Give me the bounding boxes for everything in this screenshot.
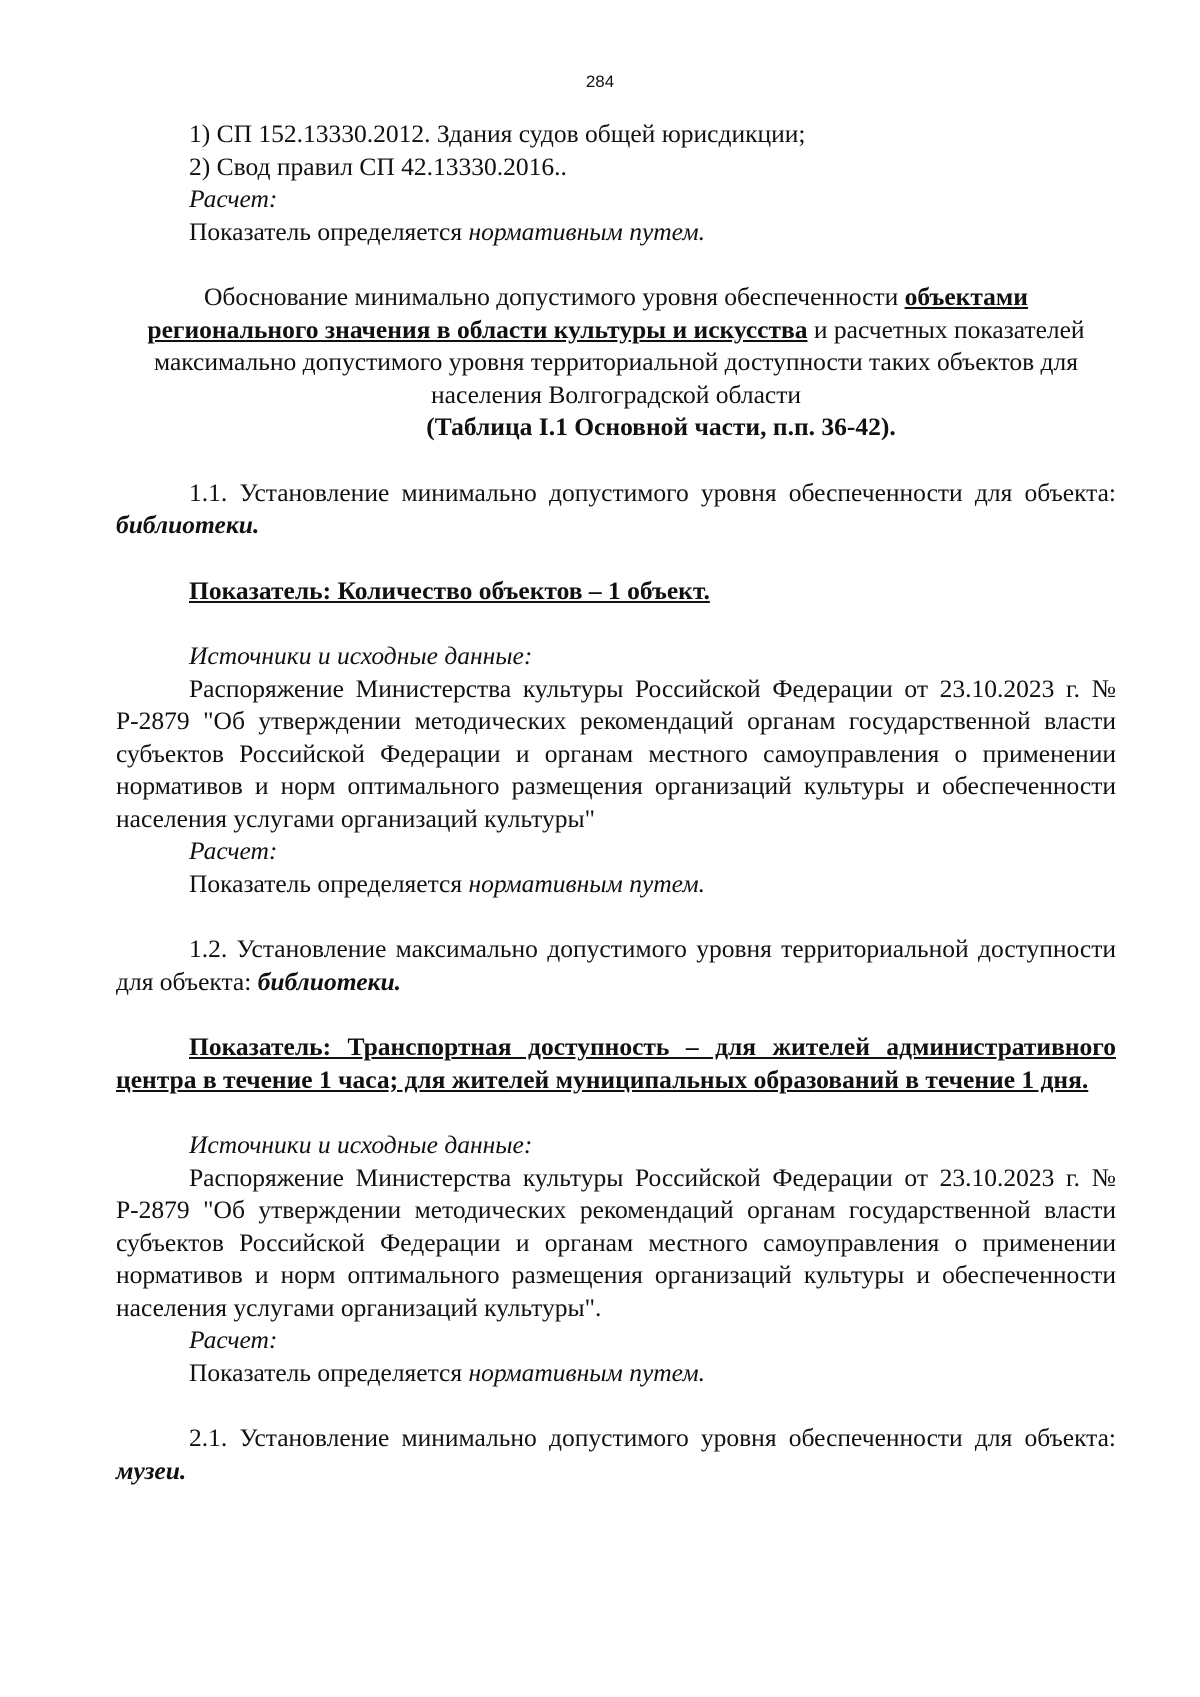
calculation-text: Показатель определяется нормативным путем. [189, 216, 706, 246]
calculation-label: Расчет: [189, 1325, 278, 1354]
calculation-label: Расчет: [189, 184, 278, 213]
sources-label: Источники и исходные данные: [189, 641, 533, 670]
page-number: 284 [585, 72, 615, 91]
list-item: 1) СП 152.13330.2012. Здания судов общей юрисдикции; [189, 119, 806, 148]
source-text: Распоряжение Министерства культуры Российской Федерации от 23.10.2023 г. № Р-2879 "Об утверждении методических рекомендаций органам государственной власти субъектов Российской Федерации и органам местного самоуправления о применении нормативов и норм оптимального размещения организаций культуры и обеспеченности населения услугами организаций культуры" [116, 673, 1116, 833]
indicator-1-2: Показатель: Транспортная доступность – для жителей административного центра в течение 1 часа; для жителей муниципальных образований в течение 1 дня. [116, 1032, 1116, 1094]
sources-label: Источники и исходные данные: [189, 1130, 533, 1159]
section-1-2-text: 1.2. Установление максимально допустимого уровня территориальной доступности для объекта: библиотеки. [116, 934, 1116, 996]
document-body [116, 118, 1116, 1487]
section-1-1-text: 1.1. Установление минимально допустимого уровня обеспеченности для объекта: библиотеки. [116, 477, 1116, 539]
indicator-1-1: Показатель: Количество объектов – 1 объект. [189, 575, 710, 605]
calculation-label: Расчет: [189, 836, 278, 865]
calculation-text: Показатель определяется нормативным путем. [189, 1357, 706, 1387]
table-reference: (Таблица I.1 Основной части, п.п. 36-42). [426, 412, 896, 441]
section-2-1-text: 2.1. Установление минимально допустимого уровня обеспеченности для объекта: музеи. [116, 1423, 1116, 1485]
section-heading: Обоснование минимально допустимого уровня обеспеченности объектами регионального значения в области культуры и искусства и расчетных показателей максимально допустимого уровня территориальной доступности таких объектов для населения Волгоградской области [147, 282, 1085, 409]
source-text: Распоряжение Министерства культуры Российской Федерации от 23.10.2023 г. № Р-2879 "Об утверждении методических рекомендаций органам государственной власти субъектов Российской Федерации и органам местного самоуправления о применении нормативов и норм оптимального размещения организаций культуры и обеспеченности населения услугами организаций культуры". [116, 1162, 1116, 1322]
calculation-text: Показатель определяется нормативным путем. [189, 868, 706, 898]
list-item: 2) Свод правил СП 42.13330.2016.. [189, 151, 567, 181]
